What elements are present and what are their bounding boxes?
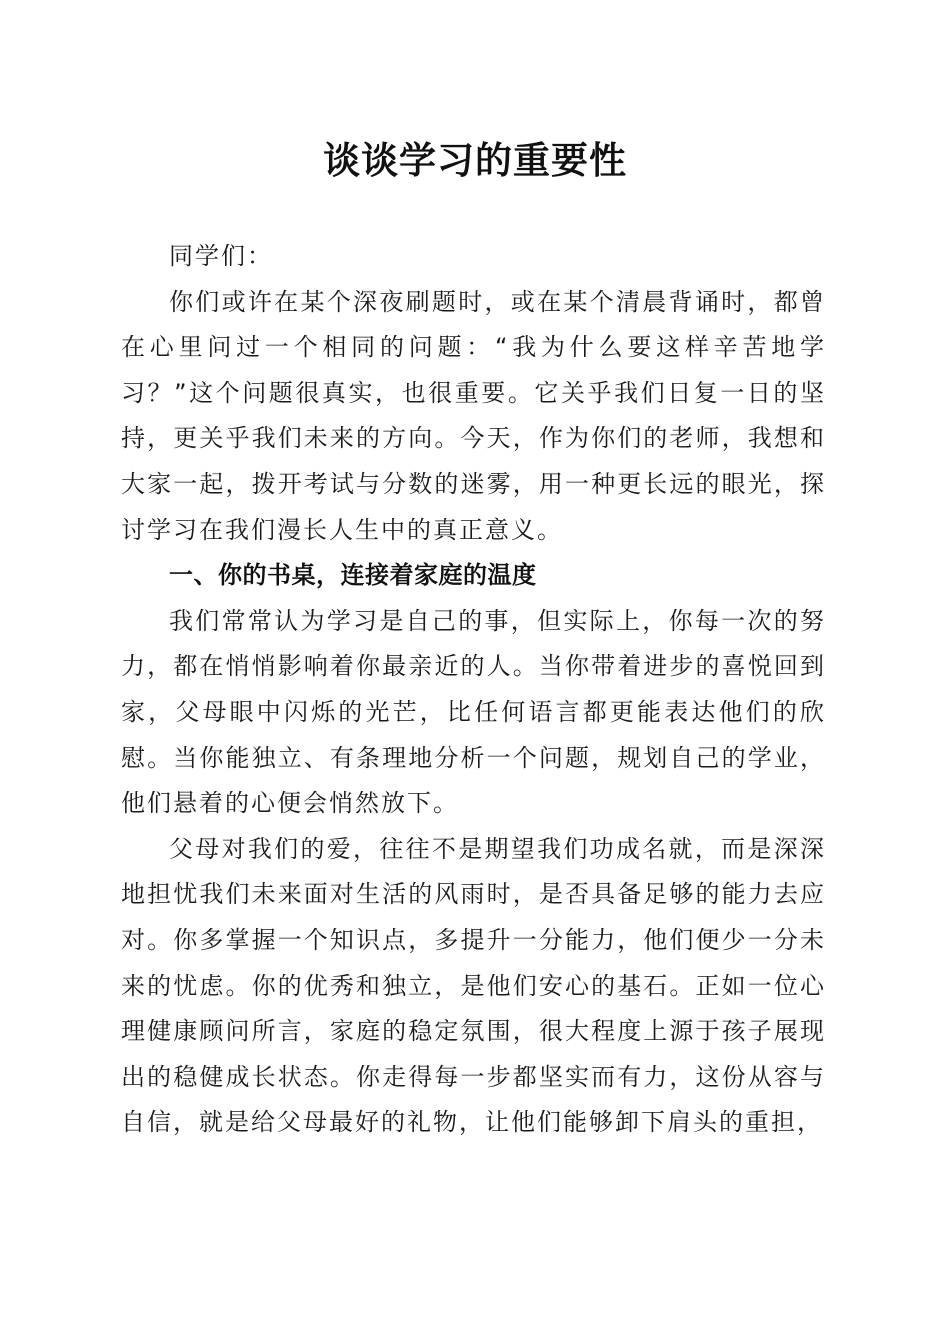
salutation: 同学们： [169, 242, 273, 270]
section-paragraph: 我们常常认为学习是自己的事，但实际上，你每一次的努力，都在悄悄影响着你最亲近的人。当你带着进步的喜悦回到家，父母眼中闪烁的光芒，比任何语言都更能表达他们的欣慰。当你能独立、有条理地分析一个问题，规划自己的学业，他们悬着的心便会悄然放下。 [121, 606, 826, 818]
intro-paragraph: 你们或许在某个深夜刷题时，或在某个清晨背诵时，都曾在心里问过一个相同的问题：“我为什么要这样辛苦地学习？”这个问题很真实，也很重要。它关乎我们日复一日的坚持，更关乎我们未来的方向。今天，作为你们的老师，我想和大家一起，拨开考试与分数的迷雾，用一种更长远的眼光，探讨学习在我们漫长人生中的真正意义。 [121, 287, 826, 544]
document-title: 谈谈学习的重要性 [323, 138, 627, 182]
section-heading: 一、你的书桌，连接着家庭的温度 [169, 561, 537, 590]
document-body [121, 234, 826, 1146]
section-paragraph: 父母对我们的爱，往往不是期望我们功成名就，而是深深地担忧我们未来面对生活的风雨时，是否具备足够的能力去应对。你多掌握一个知识点，多提升一分能力，他们便少一分未来的忧虑。你的优秀和独立，是他们安心的基石。正如一位心理健康顾问所言，家庭的稳定氛围，很大程度上源于孩子展现出的稳健成长状态。你走得每一步都坚实而有力，这份从容与自信，就是给父母最好的礼物，让他们能够卸下肩头的重担， [121, 834, 826, 1137]
